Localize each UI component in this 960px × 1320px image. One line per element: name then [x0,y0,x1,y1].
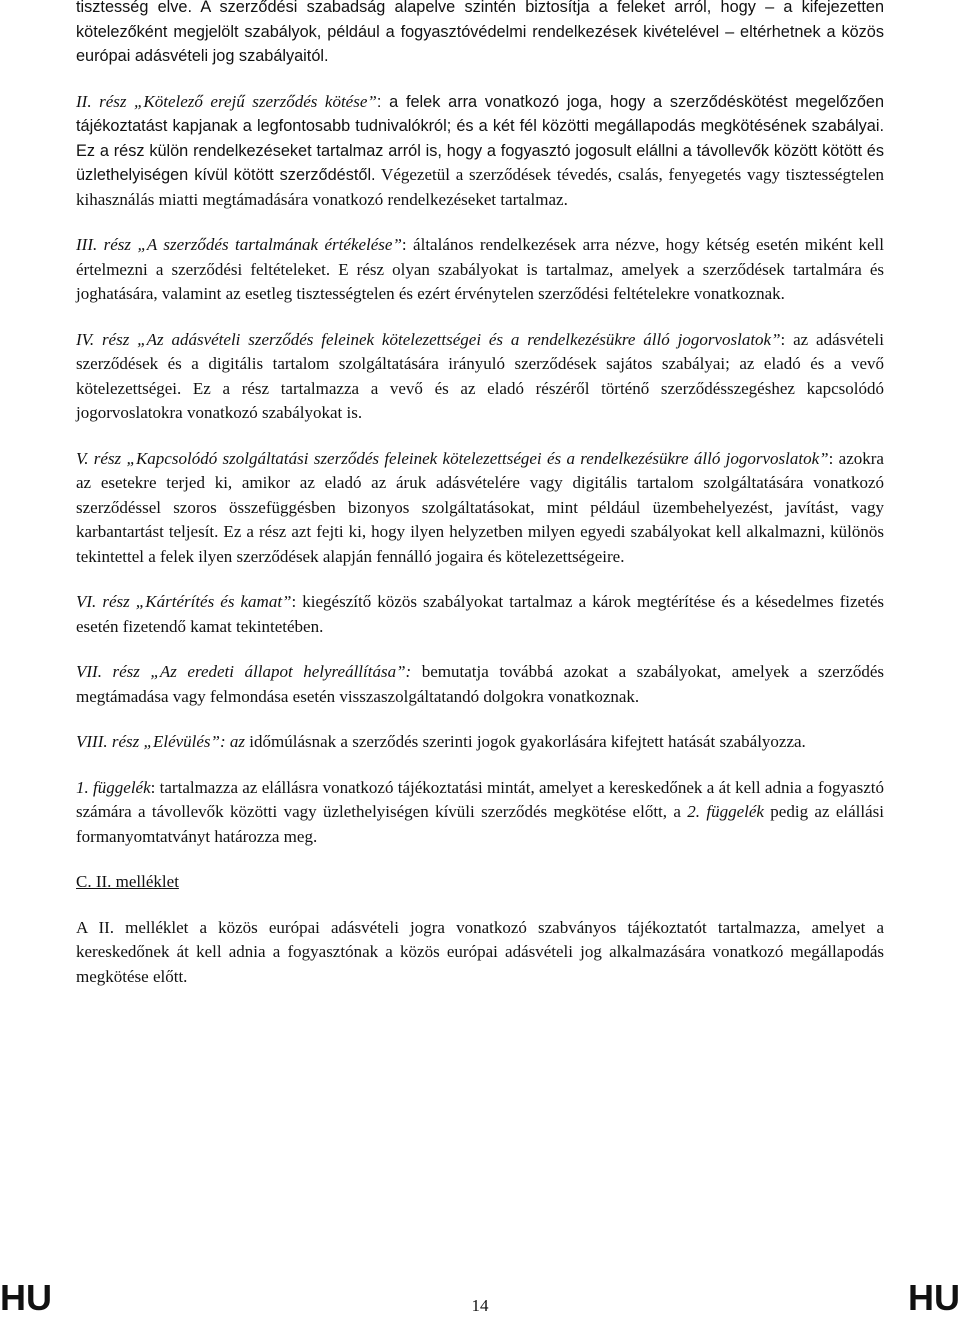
part-8-paragraph [76,730,884,755]
footer-language-right: HU [908,1277,960,1318]
part-4-paragraph [76,328,884,426]
part-4-heading: IV. rész „Az adásvételi szerződés feleinek kötelezettségei és a rendelkezésükre álló jogorvoslatok” [76,329,781,349]
part-7-text: bemutatja továbbá azokat a szabályokat, amelyek a szerződés megtámadása vagy felmondása esetén visszaszolgáltatandó dolgokra vonatkoznak. [76,662,884,706]
part-6-heading: VI. rész „Kártérítés és kamat” [76,592,292,611]
part-5-heading: V. rész „Kapcsolódó szolgáltatási szerződés feleinek kötelezettségei és a rendelkezésükre álló jogorvoslatok” [76,448,829,468]
part-2-heading: II. rész „Kötelező erejű szerződés kötése” [76,91,377,111]
page-number: 14 [471,1296,489,1315]
part-2-paragraph [76,90,884,213]
part-3-heading: III. rész „A szerződés tartalmának értékelése” [76,235,402,254]
annex-heading-paragraph [76,870,884,895]
part-7-paragraph [76,660,884,709]
document-page [76,0,884,989]
appendix-text-1: : tartalmazza az elállásra vonatkozó tájékoztatási mintát, amelyet a kereskedőnek a át kell adnia a fogyasztó számára a távollevők közötti vagy üzlethelyiségen kívüli szerződés megkötése előtt, a [76,777,884,821]
part-7-heading: VII. rész „Az eredeti állapot helyreállítása”: [76,662,412,681]
part-2-text-a: : a felek arra vonatkozó joga, hogy a szerződéskötést megelőzően tájékoztatást kapjanak a legfontosabb tudnivalókról; és a két fél közötti megállapodás megkötésének szabályai. [76,92,884,135]
part-2-text-c: Végezetül a szerződések tévedés, csalás, fenyegetés vagy tisztességtelen kihasználás miatti megtámadására vonatkozó rendelkezéseket tartalmaz. [76,165,884,209]
part-8-heading: VIII. rész „Elévülés”: az [76,732,246,751]
appendix-2-label: 2. függelék [687,802,764,821]
part-2-text-b: Ez a rész külön rendelkezéseket tartalmaz arról is, hogy a fogyasztó jogosult elállni a távollevők között kötött és üzlethelyiségen kívül kötött szerződéstől. [76,141,884,184]
intro-paragraph: tisztesség elve. A szerződési szabadság alapelve szintén biztosítja a feleket arról, hogy – a kifejezetten kötelezőként megjelölt szabályok, például a fogyasztóvédelmi rendelkezések kivételével – eltérhetnek a közös európai adásvételi jog szabályaitól. [76,0,884,65]
annex-paragraph: A II. melléklet a közös európai adásvételi jogra vonatkozó szabványos tájékoztatót tartalmazza, amelyet a kereskedőnek át kell adnia a fogyasztónak a közös európai adásvételi jog alkalmazására vonatkozó megállapodás megkötése előtt. [76,917,884,986]
part-6-paragraph [76,590,884,639]
appendix-1-label: 1. függelék [76,777,151,797]
part-3-text: : általános rendelkezések arra nézve, hogy kétség esetén miként kell értelmezni a szerződési feltételeket. E rész olyan szabályokat is tartalmaz, amelyek a szerződések tartalmára és joghatására, valamint az esetleg tisztességtelen és ezért érvénytelen szerződési feltételekre vonatkoznak. [76,235,884,303]
appendix-text-2: pedig az elállási formanyomtatványt határozza meg. [76,802,884,846]
part-8-text: időmúlásnak a szerződés szerinti jogok gyakorlására kifejtett hatását szabályozza. [245,732,806,751]
footer-language-left: HU [0,1277,52,1318]
appendix-paragraph [76,776,884,850]
part-3-paragraph [76,233,884,307]
part-5-paragraph [76,447,884,570]
part-6-text: : kiegészítő közös szabályokat tartalmaz a károk megtérítése és a késedelmes fizetés esetén fizetendő kamat tekintetében. [76,592,884,636]
part-4-text: : az adásvételi szerződések és a digitális tartalom szolgáltatására irányuló szerződések sajátos szabályai; az eladó és a vevő kötelezettségei. Ez a rész tartalmazza a vevő és az eladó részéről történő szerződésszegéshez kapcsolódó jogorvoslatokra vonatkozó szabályokat is. [76,329,885,422]
annex-heading: C. II. melléklet [76,872,179,891]
part-5-text: : azokra az esetekre terjed ki, amikor az eladó az áruk adásvételére vagy digitális tartalom szolgáltatására vonatkozó szerződéssel szoros összefüggésben bizonyos szolgáltatásokat, mint például üzembehelyezést, javítást, vagy karbantartást teljesít. Ez a rész azt fejti ki, hogy ilyen helyzetben milyen egyedi szabályokat kell alkalmazni, különös tekintettel a felek ilyen szerződések alapján fennálló jogaira és kötelezettségeire. [76,448,884,566]
